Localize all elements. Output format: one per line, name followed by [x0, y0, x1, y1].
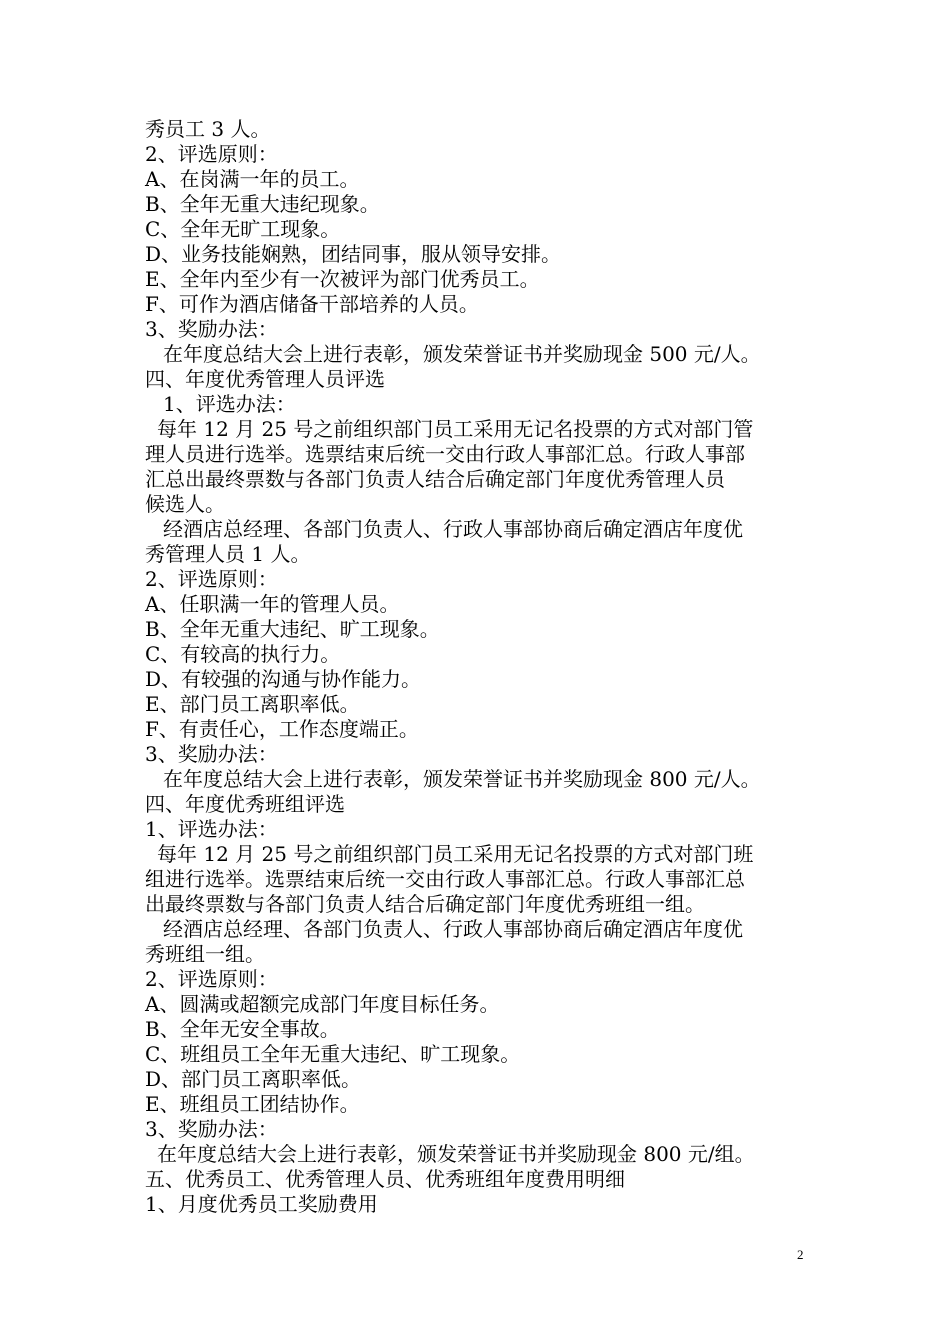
paragraph-line: 组进行选举。选票结束后统一交由行政人事部汇总。行政人事部汇总: [145, 867, 745, 891]
list-item: A、任职满一年的管理人员。: [145, 592, 400, 616]
list-item: D、部门员工离职率低。: [145, 1067, 362, 1091]
list-item: C、班组员工全年无重大违纪、旷工现象。: [145, 1042, 521, 1066]
list-item: F、有责任心，工作态度端正。: [145, 717, 419, 741]
chapter-heading: 五、优秀员工、优秀管理人员、优秀班组年度费用明细: [145, 1167, 625, 1191]
paragraph-line: 汇总出最终票数与各部门负责人结合后确定部门年度优秀管理人员: [145, 467, 725, 491]
list-item: A、圆满或超额完成部门年度目标任务。: [145, 992, 500, 1016]
list-item: F、可作为酒店储备干部培养的人员。: [145, 292, 479, 316]
paragraph-line: 每年 12 月 25 号之前组织部门员工采用无记名投票的方式对部门管: [157, 417, 754, 441]
paragraph-line: 秀管理人员 1 人。: [145, 542, 311, 566]
paragraph-line: 在年度总结大会上进行表彰，颁发荣誉证书并奖励现金 800 元/组。: [157, 1142, 755, 1166]
section-heading: 3、奖励办法：: [145, 1117, 278, 1141]
section-heading: 3、奖励办法：: [145, 742, 278, 766]
list-item: E、班组员工团结协作。: [145, 1092, 360, 1116]
paragraph-line: 秀班组一组。: [145, 942, 265, 966]
list-item: C、全年无旷工现象。: [145, 217, 341, 241]
paragraph-line: 经酒店总经理、各部门负责人、行政人事部协商后确定酒店年度优: [163, 917, 743, 941]
list-item: B、全年无重大违纪、旷工现象。: [145, 617, 440, 641]
text-line: 秀员工 3 人。: [145, 117, 271, 141]
page-number: 2: [797, 1247, 804, 1262]
list-item: B、全年无重大违纪现象。: [145, 192, 380, 216]
chapter-heading: 四、年度优秀班组评选: [145, 792, 345, 816]
paragraph-line: 在年度总结大会上进行表彰，颁发荣誉证书并奖励现金 800 元/人。: [163, 767, 761, 791]
list-item: D、有较强的沟通与协作能力。: [145, 667, 422, 691]
section-heading: 1、评选办法：: [163, 392, 296, 416]
paragraph-line: 在年度总结大会上进行表彰，颁发荣誉证书并奖励现金 500 元/人。: [163, 342, 761, 366]
paragraph-line: 理人员进行选举。选票结束后统一交由行政人事部汇总。行政人事部: [145, 442, 745, 466]
paragraph-line: 候选人。: [145, 492, 225, 516]
section-heading: 2、评选原则：: [145, 142, 278, 166]
section-heading: 2、评选原则：: [145, 567, 278, 591]
body-text: [145, 117, 825, 1217]
chapter-heading: 四、年度优秀管理人员评选: [145, 367, 385, 391]
section-heading: 1、月度优秀员工奖励费用: [145, 1192, 378, 1216]
section-heading: 3、奖励办法：: [145, 317, 278, 341]
paragraph-line: 每年 12 月 25 号之前组织部门员工采用无记名投票的方式对部门班: [157, 842, 754, 866]
section-heading: 2、评选原则：: [145, 967, 278, 991]
paragraph-line: 经酒店总经理、各部门负责人、行政人事部协商后确定酒店年度优: [163, 517, 743, 541]
list-item: B、全年无安全事故。: [145, 1017, 340, 1041]
paragraph-line: 出最终票数与各部门负责人结合后确定部门年度优秀班组一组。: [145, 892, 705, 916]
list-item: A、在岗满一年的员工。: [145, 167, 360, 191]
list-item: D、业务技能娴熟，团结同事，服从领导安排。: [145, 242, 562, 266]
list-item: C、有较高的执行力。: [145, 642, 341, 666]
section-heading: 1、评选办法：: [145, 817, 278, 841]
list-item: E、全年内至少有一次被评为部门优秀员工。: [145, 267, 540, 291]
list-item: E、部门员工离职率低。: [145, 692, 360, 716]
